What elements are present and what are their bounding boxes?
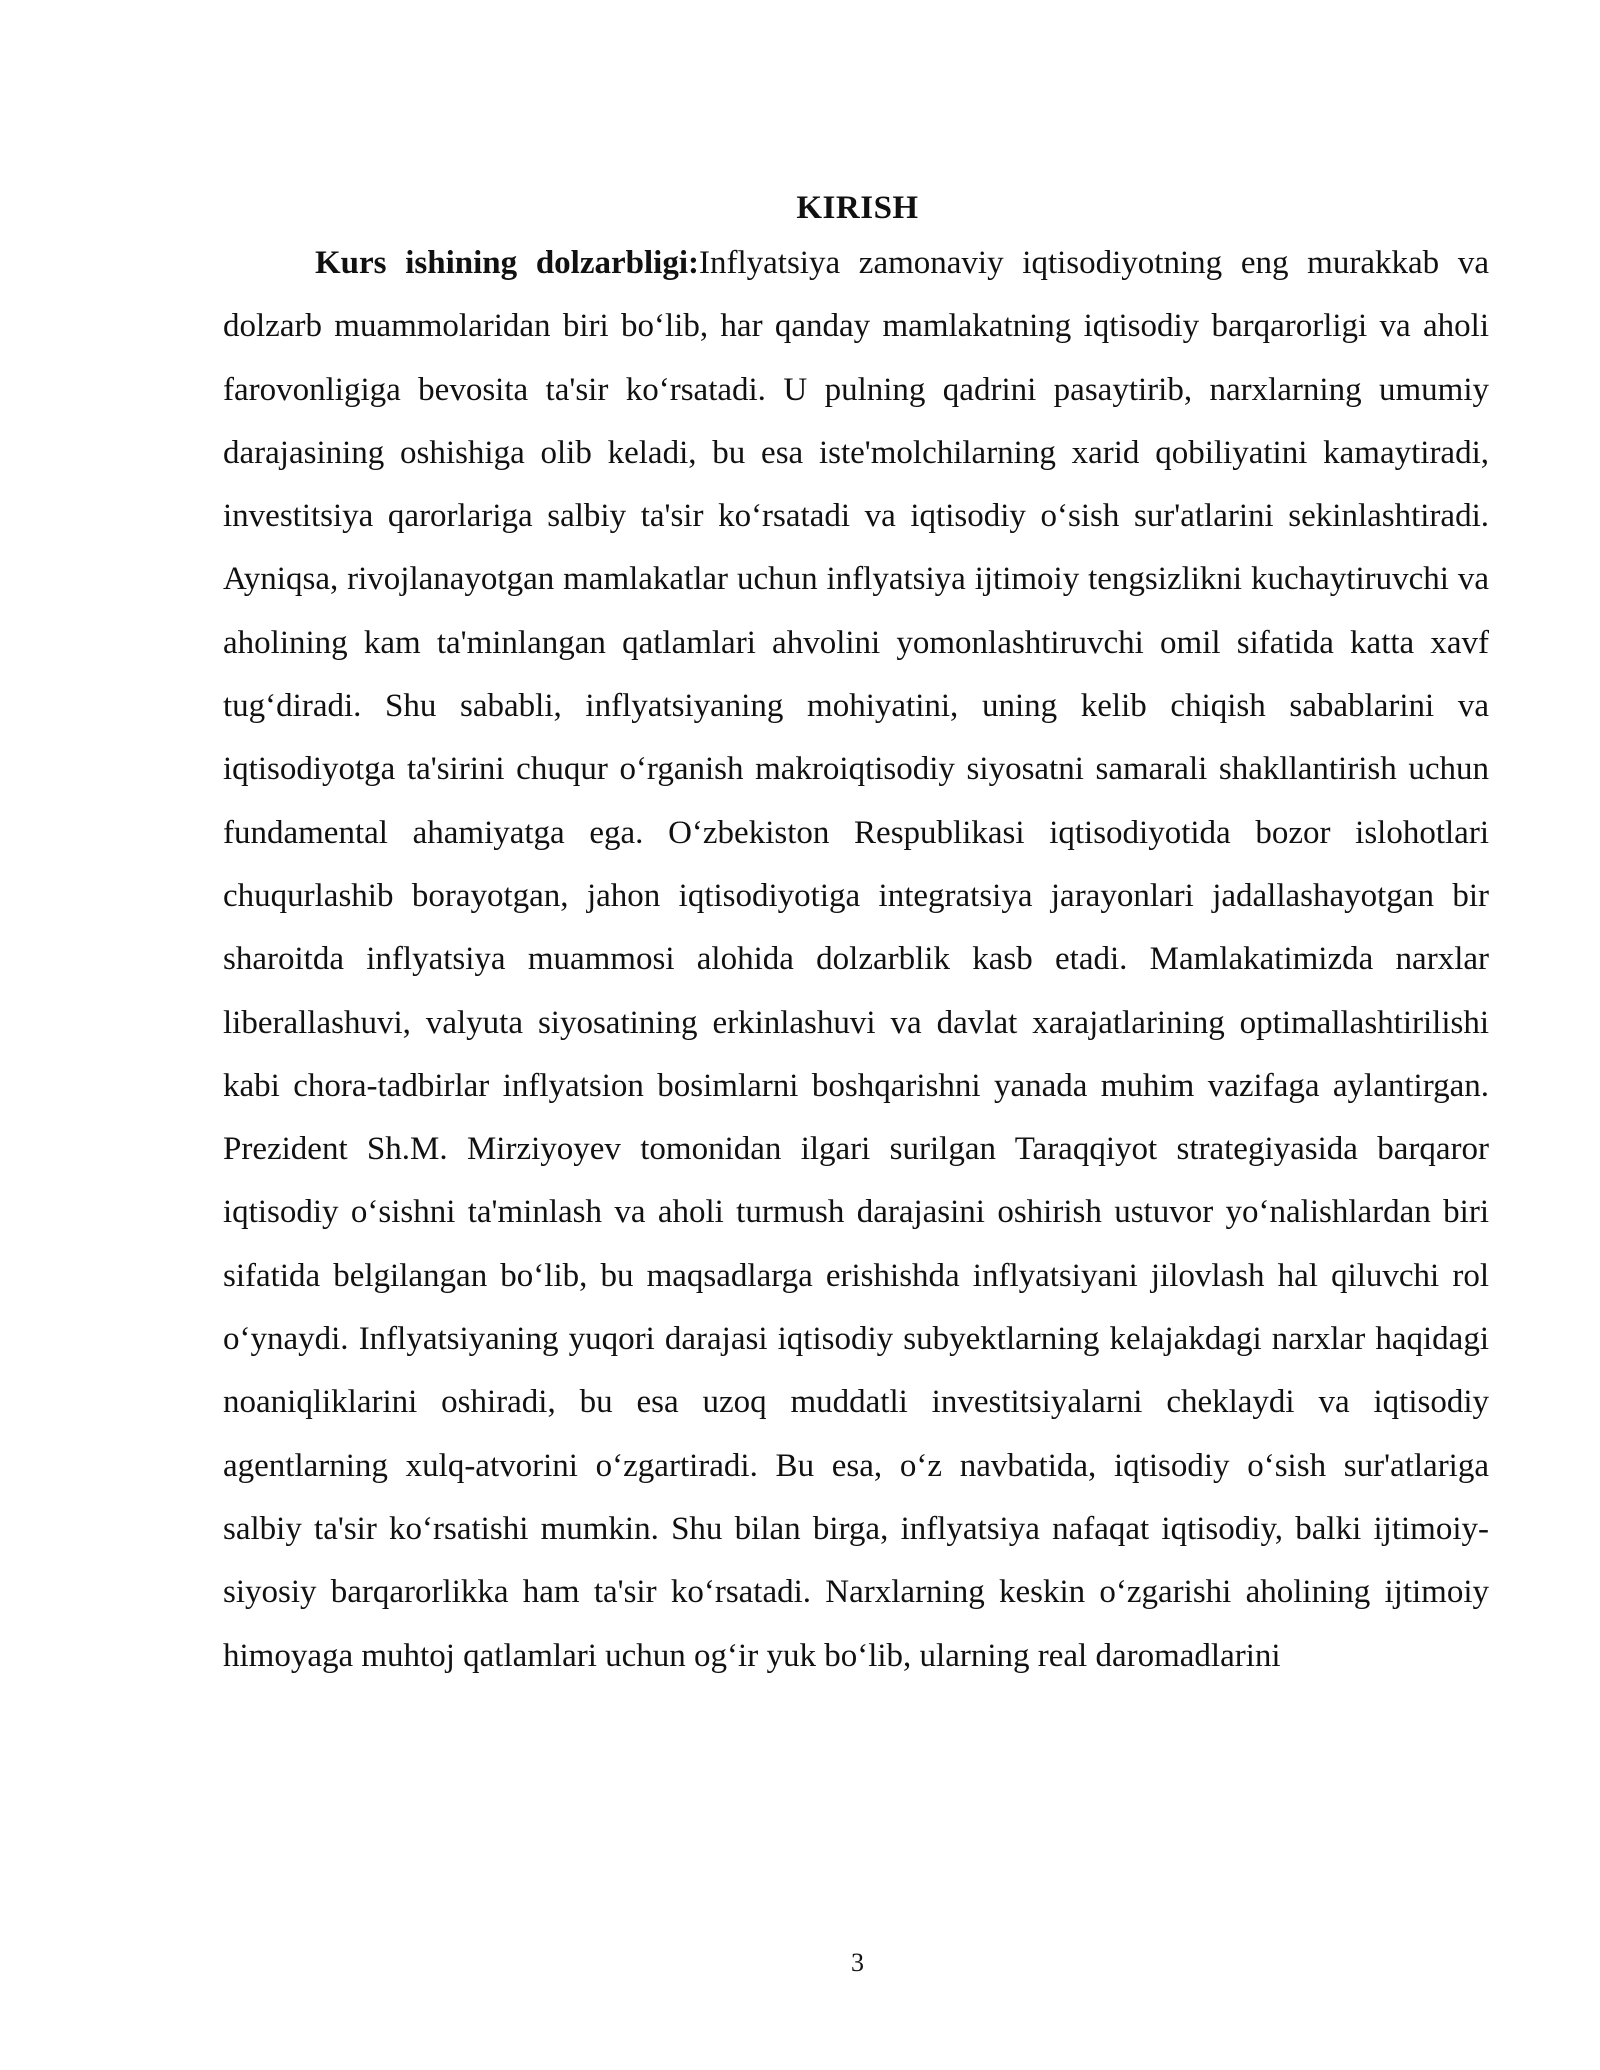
paragraph-lead: Kurs ishining dolzarbligi:	[315, 245, 699, 281]
body-paragraph	[223, 232, 1489, 1688]
section-heading: KIRISH	[796, 190, 919, 226]
page-number: 3	[851, 1948, 864, 1977]
paragraph-text: Inflyatsiya zamonaviy iqtisodiyotning eng murakkab va dolzarb muammolaridan biri bo‘lib, har qanday mamlakatning iqtisodiy barqarorligi va aholi farovonligiga bevosita ta'sir ko‘rsatadi. U pulning qadrini pasaytirib, narxlarning umumiy darajasining oshishiga olib keladi, bu esa iste'molchilarning xarid qobiliyatini kamaytiradi, investitsiya qarorlariga salbiy ta'sir ko‘rsatadi va iqtisodiy o‘sish sur'atlarini sekinlashtiradi. Ayniqsa, rivojlanayotgan mamlakatlar uchun inflyatsiya ijtimoiy tengsizlikni kuchaytiruvchi va aholining kam ta'minlangan qatlamlari ahvolini yomonlashtiruvchi omil sifatida katta xavf tug‘diradi. Shu sababli, inflyatsiyaning mohiyatini, uning kelib chiqish sabablarini va iqtisodiyotga ta'sirini chuqur o‘rganish makroiqtisodiy siyosatni samarali shakllantirish uchun fundamental ahamiyatga ega. O‘zbekiston Respublikasi iqtisodiyotida bozor islohotlari chuqurlashib borayotgan, jahon iqtisodiyotiga integratsiya jarayonlari jadallashayotgan bir sharoitda inflyatsiya muammosi alohida dolzarblik kasb etadi. Mamlakatimizda narxlar liberallashuvi, valyuta siyosatining erkinlashuvi va davlat xarajatlarining optimallashtirilishi kabi chora-tadbirlar inflyatsion bosimlarni boshqarishni yanada muhim vazifaga aylantirgan. Prezident Sh.M. Mirziyoyev tomonidan ilgari surilgan Taraqqiyot strategiyasida barqaror iqtisodiy o‘sishni ta'minlash va aholi turmush darajasini oshirish ustuvor yo‘nalishlardan biri sifatida belgilangan bo‘lib, bu maqsadlarga erishishda inflyatsiyani jilovlash hal qiluvchi rol o‘ynaydi. Inflyatsiyaning yuqori darajasi iqtisodiy subyektlarning kelajakdagi narxlar haqidagi noaniqliklarini oshiradi, bu esa uzoq muddatli investitsiyalarni cheklaydi va iqtisodiy agentlarning xulq-atvorini o‘zgartiradi. Bu esa, o‘z navbatida, iqtisodiy o‘sish sur'atlariga salbiy ta'sir ko‘rsatishi mumkin. Shu bilan birga, inflyatsiya nafaqat iqtisodiy, balki ijtimoiy-siyosiy barqarorlikka ham ta'sir ko‘rsatadi. Narxlarning keskin o‘zgarishi aholining ijtimoiy himoyaga muhtoj qatlamlari uchun og‘ir yuk bo‘lib, ularning real daromadlarini	[223, 245, 1489, 1674]
